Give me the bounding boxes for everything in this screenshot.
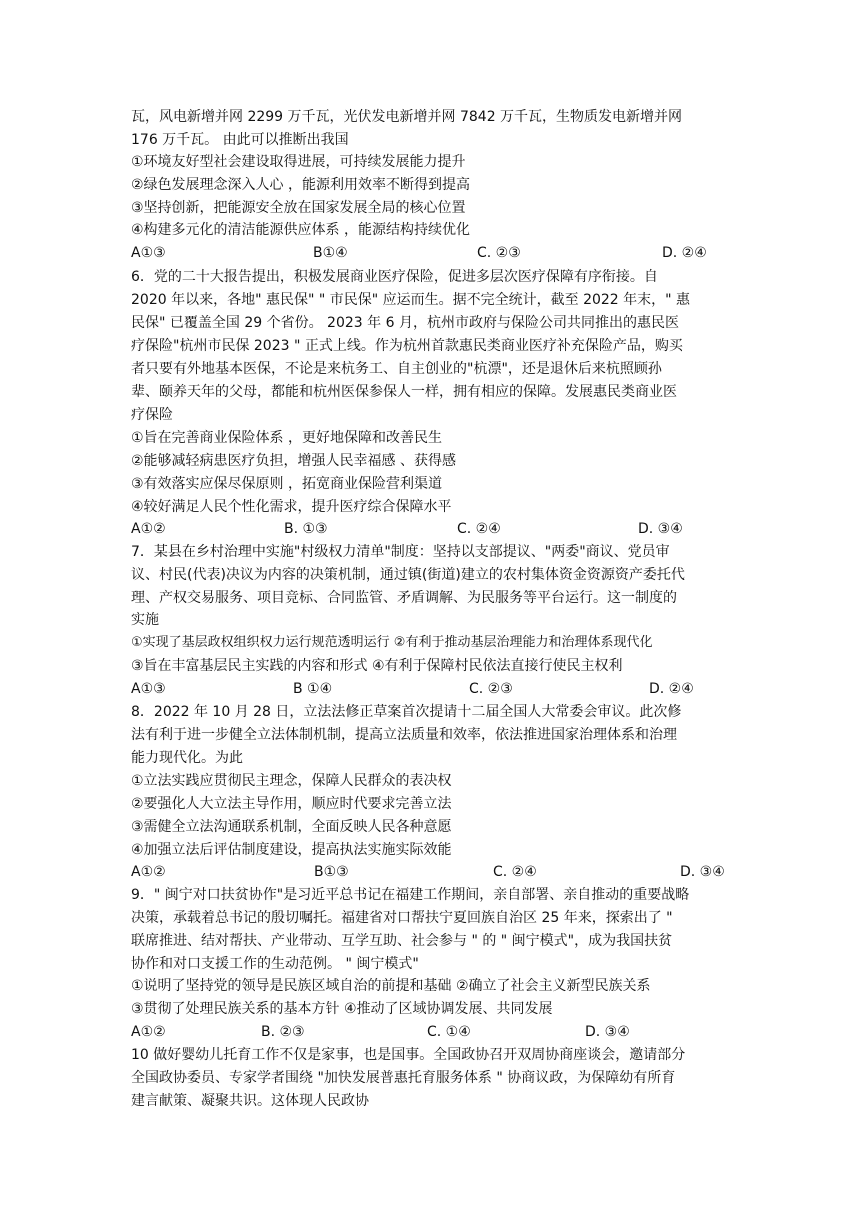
q6-line-7: 疗保险 bbox=[131, 407, 173, 423]
q8-option-b: B①③ bbox=[314, 864, 349, 880]
q7-choices-3-4: ③旨在丰富基层民主实践的内容和形式 ④有利于保障村民依法直接行使民主权利 bbox=[131, 658, 623, 674]
q9-line-2: 决策，承载着总书记的殷切嘱托。福建省对口帮扶宁夏回族自治区 25 年来，探索出了 " bbox=[131, 910, 673, 926]
q8-line-1: 8．2022 年 10 月 28 日，立法法修正草案首次提请十二届全国人大常委会审议。此次修 bbox=[131, 704, 682, 720]
q6-line-6: 辈、颐养天年的父母，都能和杭州医保参保人一样，拥有相应的保障。发展惠民类商业医 bbox=[131, 384, 677, 400]
q9-option-a: A①② bbox=[131, 1024, 166, 1040]
q7-option-a: A①③ bbox=[131, 681, 166, 697]
q6-choice-3: ③有效落实应保尽保原则 ，拓宽商业保险营利渠道 bbox=[131, 476, 442, 492]
q6-line-4: 疗保险"杭州市民保 2023 " 正式上线。作为杭州首款惠民类商业医疗补充保险产品，购买 bbox=[131, 338, 683, 354]
q9-line-3: 联席推进、结对帮扶、产业带动、互学互助、社会参与 " 的 " 闽宁模式"，成为我国扶贫 bbox=[131, 933, 673, 949]
q8-choice-4: ④加强立法后评估制度建设，提高执法实施实际效能 bbox=[131, 842, 452, 858]
q6-option-b: B. ①③ bbox=[284, 521, 328, 537]
q6-options bbox=[131, 518, 741, 540]
q10-line-1: 10 做好婴幼儿托育工作不仅是家事，也是国事。全国政协召开双周协商座谈会，邀请部分 bbox=[131, 1047, 686, 1063]
q8-line-2: 法有利于进一步健全立法体制机制，提高立法质量和效率，依法推进国家治理体系和治理 bbox=[131, 727, 677, 743]
q6-option-a: A①② bbox=[131, 521, 166, 537]
q8-option-c: C. ②④ bbox=[493, 864, 537, 880]
q6-choice-2: ②能够减轻病患医疗负担，增强人民幸福感 、获得感 bbox=[131, 453, 456, 469]
q8-option-a: A①② bbox=[131, 864, 166, 880]
q9-options bbox=[131, 1021, 741, 1043]
q8-line-3: 能力现代化。为此 bbox=[131, 750, 243, 766]
q5-option-b: B①④ bbox=[313, 245, 348, 261]
q8-choice-2: ②要强化人大立法主导作用，顺应时代要求完善立法 bbox=[131, 796, 452, 812]
q6-line-3: 民保" 已覆盖全国 29 个省份。 2023 年 6 月，杭州市政府与保险公司共同推出的惠民医 bbox=[131, 315, 679, 331]
q5-line-2: 176 万千瓦。 由此可以推断出我国 bbox=[131, 132, 349, 148]
q5-option-c: C. ②③ bbox=[477, 245, 521, 261]
q7-option-b: B ①④ bbox=[293, 681, 333, 697]
q5-line-1: 瓦，风电新增并网 2299 万千瓦，光伏发电新增并网 7842 万千瓦，生物质发电新增并网 bbox=[131, 109, 683, 125]
q5-choice-4: ④构建多元化的清洁能源供应体系 ，能源结构持续优化 bbox=[131, 222, 470, 238]
q10-line-2: 全国政协委员、专家学者围绕 "加快发展普惠托育服务体系 " 协商议政，为保障幼有所育 bbox=[131, 1070, 676, 1086]
q7-line-1: 7．某县在乡村治理中实施"村级权力清单"制度：坚持以支部提议、"两委"商议、党员审 bbox=[131, 544, 670, 560]
q10-line-3: 建言献策、凝聚共识。这体现人民政协 bbox=[131, 1093, 369, 1109]
q9-option-d: D. ③④ bbox=[585, 1024, 630, 1040]
q9-option-b: B. ②③ bbox=[261, 1024, 305, 1040]
q5-choice-3: ③坚持创新，把能源安全放在国家发展全局的核心位置 bbox=[131, 200, 466, 216]
q7-option-d: D. ②④ bbox=[649, 681, 694, 697]
q6-option-d: D. ③④ bbox=[638, 521, 683, 537]
q7-line-3: 理、产权交易服务、项目竞标、合同监管、矛盾调解、为民服务等平台运行。这一制度的 bbox=[131, 590, 677, 606]
q5-choice-2: ②绿色发展理念深入人心 ，能源利用效率不断得到提高 bbox=[131, 177, 470, 193]
q7-option-c: C. ②③ bbox=[469, 681, 513, 697]
q6-line-5: 者只要有外地基本医保，不论是来杭务工、自主创业的"杭漂"，还是退休后来杭照顾孙 bbox=[131, 361, 662, 377]
q5-choice-1: ①环境友好型社会建设取得进展，可持续发展能力提升 bbox=[131, 154, 466, 170]
q6-line-2: 2020 年以来，各地" 惠民保" " 市民保" 应运而生。据不完全统计，截至 2022 年末，" 惠 bbox=[131, 292, 691, 308]
q8-options bbox=[131, 861, 741, 883]
q7-line-2: 议、村民(代表)决议为内容的决策机制，通过镇(街道)建立的农村集体资金资源资产委托代 bbox=[131, 567, 685, 583]
q5-options bbox=[131, 242, 741, 264]
q9-line-1: 9．" 闽宁对口扶贫协作"是习近平总书记在福建工作期间，亲自部署、亲自推动的重要战略 bbox=[131, 887, 690, 903]
q8-choice-1: ①立法实践应贯彻民主理念，保障人民群众的表决权 bbox=[131, 773, 452, 789]
q5-option-a: A①③ bbox=[131, 245, 166, 261]
q8-option-d: D. ③④ bbox=[680, 864, 725, 880]
q6-choice-1: ①旨在完善商业保险体系 ，更好地保障和改善民生 bbox=[131, 430, 442, 446]
q7-line-4: 实施 bbox=[131, 612, 159, 628]
q8-choice-3: ③需健全立法沟通联系机制，全面反映人民各种意愿 bbox=[131, 819, 452, 835]
q5-option-d: D. ②④ bbox=[662, 245, 707, 261]
q7-choices-1-2: ①实现了基层政权组织权力运行规范透明运行 ②有利于推动基层治理能力和治理体系现代化 bbox=[131, 635, 653, 650]
q6-line-1: 6．党的二十大报告提出，积极发展商业医疗保险，促进多层次医疗保障有序衔接。自 bbox=[131, 269, 658, 285]
q9-line-4: 协作和对口支援工作的生动范例。 " 闽宁模式" bbox=[131, 956, 419, 972]
q7-options bbox=[131, 678, 741, 700]
q6-option-c: C. ②④ bbox=[457, 521, 501, 537]
q6-choice-4: ④较好满足人民个性化需求，提升医疗综合保障水平 bbox=[131, 499, 452, 515]
q9-option-c: C. ①④ bbox=[427, 1024, 471, 1040]
q9-choices-3-4: ③贯彻了处理民族关系的基本方针 ④推动了区域协调发展、共同发展 bbox=[131, 1001, 553, 1017]
q9-choices-1-2: ①说明了坚持党的领导是民族区域自治的前提和基础 ②确立了社会主义新型民族关系 bbox=[131, 978, 651, 994]
